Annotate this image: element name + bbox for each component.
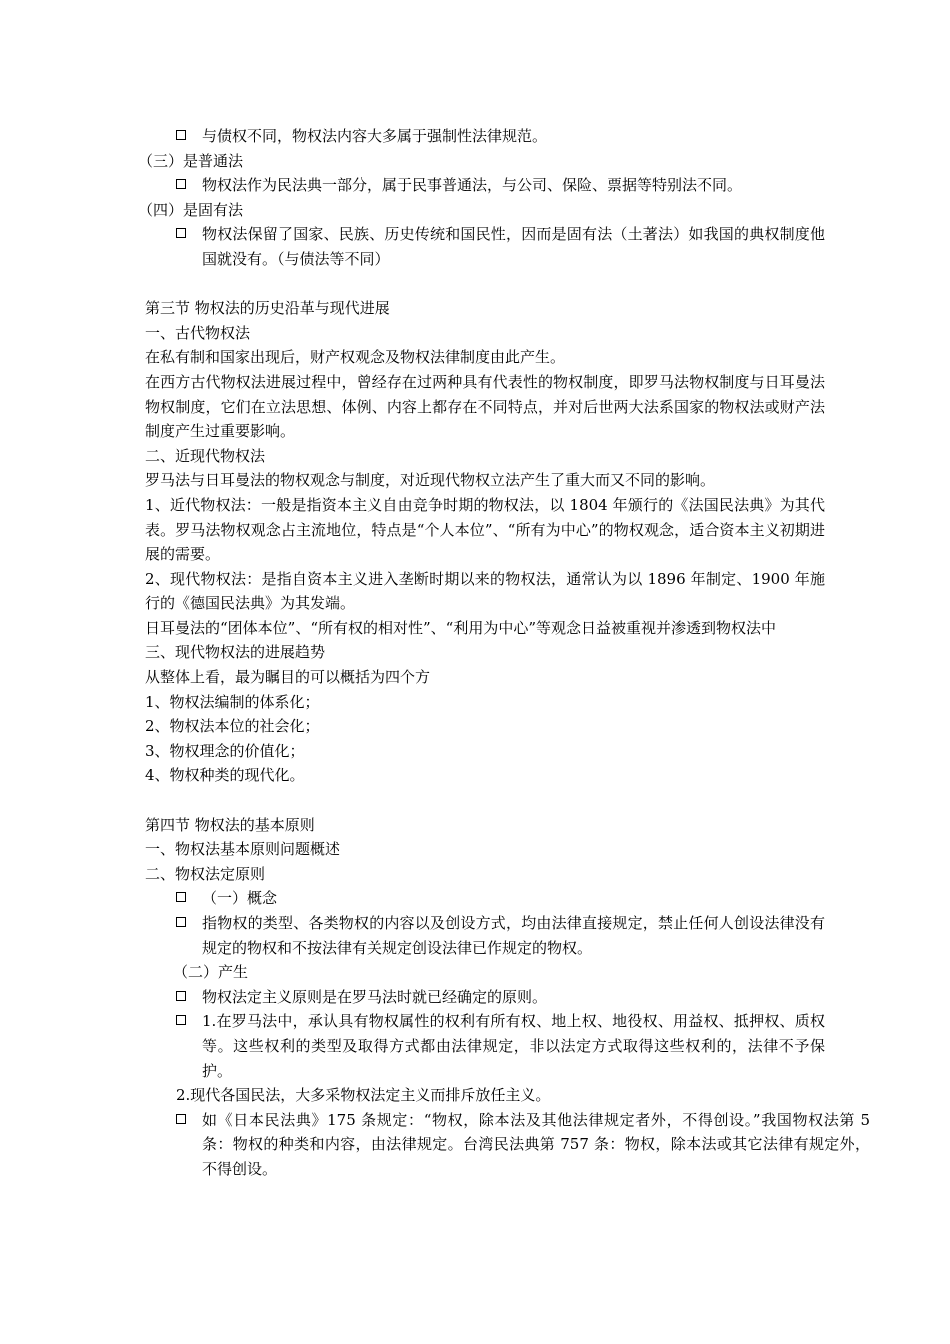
bullet-item — [145, 911, 825, 960]
paragraph: 在西方古代物权法进展过程中，曾经存在过两种具有代表性的物权制度，即罗马法物权制度与日耳曼法物权制度，它们在立法思想、体例、内容上都存在不同特点，并对后世两大法系国家的物权法或财产法制度产生过重要影响。 — [145, 372, 825, 441]
bullet-text: 指物权的类型、各类物权的内容以及创设方式，均由法律直接规定，禁止任何人创设法律没有规定的物权和不按法律有关规定创设法律已作规定的物权。 — [202, 914, 825, 957]
text-line: 三、现代物权法的进展趋势 — [145, 643, 326, 662]
text-line: 2、物权法本位的社会化； — [145, 717, 320, 736]
bullet-text: 物权法定主义原则是在罗马法时就已经确定的原则。 — [202, 987, 548, 1006]
paragraph: 2、现代物权法：是指自资本主义进入垄断时期以来的物权法，通常认为以 1896 年制定、1900 年施行的《德国民法典》为其发端。 — [145, 569, 825, 613]
bullet-item — [145, 173, 825, 198]
bullet-item — [145, 985, 825, 1010]
blank-line — [145, 788, 825, 813]
paragraph: 在私有制和国家出现后，财产权观念及物权法律制度由此产生。 — [145, 348, 566, 367]
blank-line — [145, 272, 825, 297]
text-line: 3、物权理念的价值化； — [145, 741, 305, 760]
bullet-text: 与债权不同，物权法内容大多属于强制性法律规范。 — [202, 127, 548, 145]
checkbox-bullet-icon — [176, 892, 186, 902]
text-line: 从整体上看，最为瞩目的可以概括为四个方 — [145, 668, 431, 687]
bullet-text: （一）概念 — [202, 889, 278, 908]
checkbox-bullet-icon — [176, 130, 186, 140]
text-line: （四）是固有法 — [138, 200, 244, 219]
text-line: 一、古代物权法 — [145, 323, 251, 342]
document-body — [138, 124, 870, 1182]
bullet-item — [145, 1108, 870, 1182]
text-line: 二、近现代物权法 — [145, 446, 266, 465]
text-line: 2.现代各国民法，大多采物权法定主义而排斥放任主义。 — [176, 1086, 551, 1105]
paragraph: 日耳曼法的“团体本位”、“所有权的相对性”、“利用为中心”等观念日益被重视并渗透到物权法中 — [145, 618, 777, 637]
bullet-item — [145, 222, 825, 271]
bullet-item — [145, 1009, 825, 1083]
text-line: 第三节 物权法的历史沿革与现代进展 — [145, 299, 390, 318]
text-line: （二）产生 — [173, 963, 249, 982]
checkbox-bullet-icon — [176, 917, 186, 927]
checkbox-bullet-icon — [176, 991, 186, 1001]
text-line: 第四节 物权法的基本原则 — [145, 815, 315, 834]
paragraph: 罗马法与日耳曼法的物权观念与制度，对近现代物权立法产生了重大而又不同的影响。 — [145, 471, 716, 490]
checkbox-bullet-icon — [176, 1015, 186, 1025]
checkbox-bullet-icon — [176, 228, 186, 238]
checkbox-bullet-icon — [176, 179, 186, 189]
text-line: 一、物权法基本原则问题概述 — [145, 840, 341, 859]
bullet-text: 物权法保留了国家、民族、历史传统和国民性，因而是固有法（土著法）如我国的典权制度他国就没有。（与债法等不同） — [202, 225, 825, 268]
text-line: 二、物权法定原则 — [145, 864, 266, 883]
bullet-item — [145, 124, 825, 149]
paragraph: 1、近代物权法：一般是指资本主义自由竞争时期的物权法，以 1804 年颁行的《法国民法典》为其代表。罗马法物权观念占主流地位，特点是“个人本位”、“所有为中心”的物权观念，适合资本主义初期进展的需要。 — [145, 495, 825, 564]
text-line: （三）是普通法 — [138, 151, 244, 170]
bullet-text: 如《日本民法典》175 条规定：“物权，除本法及其他法律规定者外，不得创设。”我国物权法第 5 条：物权的种类和内容，由法律规定。台湾民法典第 757 条：物权，除本法或其它法律有规定外，不得创设。 — [202, 1110, 870, 1178]
bullet-text: 物权法作为民法典一部分，属于民事普通法，与公司、保险、票据等特别法不同。 — [202, 176, 743, 195]
checkbox-bullet-icon — [176, 1114, 186, 1124]
text-line: 1、物权法编制的体系化； — [145, 692, 320, 711]
bullet-text: 1.在罗马法中，承认具有物权属性的权利有所有权、地上权、地役权、用益权、抵押权、质权等。这些权利的类型及取得方式都由法律规定，非以法定方式取得这些权利的，法律不予保护。 — [202, 1012, 825, 1080]
text-line: 4、物权种类的现代化。 — [145, 766, 305, 785]
bullet-item — [145, 886, 825, 911]
